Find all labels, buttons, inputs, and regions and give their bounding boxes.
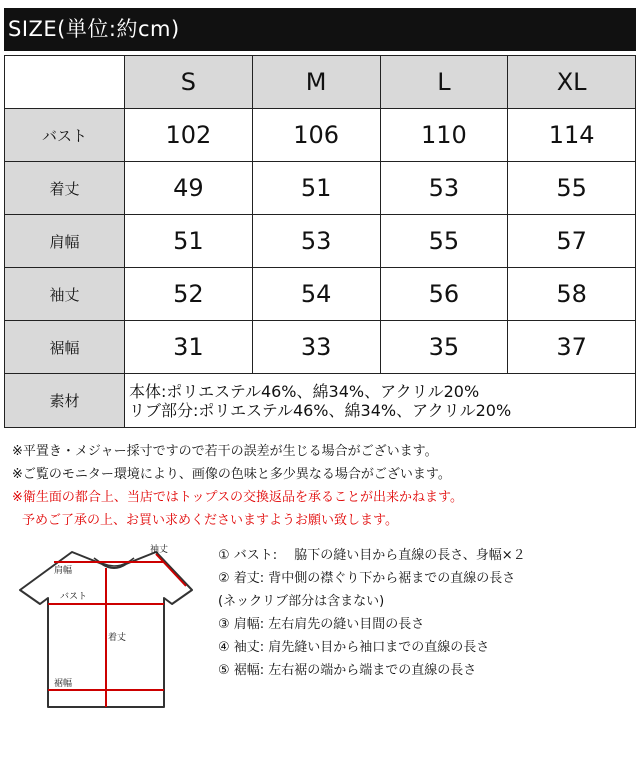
table-cell: 33 xyxy=(252,321,380,374)
row-label: 裾幅 xyxy=(5,321,125,374)
material-line: リブ部分:ポリエステル46%、綿34%、アクリル20% xyxy=(129,400,512,420)
length-label: 着丈 xyxy=(108,633,127,643)
hem-label: 裾幅 xyxy=(54,679,73,689)
row-label: 着丈 xyxy=(5,162,125,215)
notes xyxy=(12,440,632,532)
table-row-sleeve xyxy=(5,268,636,321)
material-line: 本体:ポリエステル46%、綿34%、アクリル20% xyxy=(129,381,480,401)
size-col-header: S xyxy=(125,56,253,109)
legend-item-bust: ① バスト: 脇下の縫い目から直線の長さ、身幅×２ xyxy=(218,548,526,563)
size-table xyxy=(4,55,636,428)
sleeve-label: 袖丈 xyxy=(150,545,169,555)
material-cell xyxy=(125,374,636,428)
table-cell: 110 xyxy=(380,109,508,162)
table-row-material xyxy=(5,374,636,428)
table-cell: 55 xyxy=(508,162,636,215)
table-cell: 31 xyxy=(125,321,253,374)
table-cell: 51 xyxy=(252,162,380,215)
table-cell: 49 xyxy=(125,162,253,215)
table-cell: 55 xyxy=(380,215,508,268)
size-header: SIZE(単位:約cm) xyxy=(4,8,636,51)
row-label: 素材 xyxy=(5,374,125,428)
row-label: 肩幅 xyxy=(5,215,125,268)
legend-item-length: ② 着丈: 背中側の襟ぐり下から裾までの直線の長さ xyxy=(218,571,516,586)
table-cell: 56 xyxy=(380,268,508,321)
legend-item-sleeve: ④ 袖丈: 肩先縫い目から袖口までの直線の長さ xyxy=(218,640,490,655)
row-label: 袖丈 xyxy=(5,268,125,321)
measurement-legend xyxy=(218,544,633,682)
bust-label: バスト xyxy=(60,592,88,602)
table-row-hem xyxy=(5,321,636,374)
legend-item-shoulder: ③ 肩幅: 左右肩先の縫い目間の長さ xyxy=(218,617,425,632)
table-cell: 51 xyxy=(125,215,253,268)
table-cell: 106 xyxy=(252,109,380,162)
table-row-bust xyxy=(5,109,636,162)
size-col-header: L xyxy=(380,56,508,109)
legend-item-hem: ⑤ 裾幅: 左右裾の端から端までの直線の長さ xyxy=(218,663,477,678)
legend-item-length-note: (ネックリブ部分は含まない) xyxy=(218,594,385,609)
note-monitor: ※ご覧のモニター環境により、画像の色味と多少異なる場合がございます。 xyxy=(12,467,451,482)
row-label: バスト xyxy=(5,109,125,162)
tshirt-diagram xyxy=(14,542,204,722)
table-row-length xyxy=(5,162,636,215)
table-row-shoulder xyxy=(5,215,636,268)
table-cell: 57 xyxy=(508,215,636,268)
table-cell: 53 xyxy=(252,215,380,268)
size-header-row xyxy=(5,56,636,109)
note-no-returns: ※衛生面の都合上、当店ではトップスの交換返品を承ることが出来かねます。 xyxy=(12,490,463,505)
table-cell: 53 xyxy=(380,162,508,215)
note-acknowledge: 予めご了承の上、お買い求めくださいますようお願い致します。 xyxy=(22,513,398,528)
sleeve-measure-line xyxy=(156,554,186,586)
table-cell: 35 xyxy=(380,321,508,374)
shoulder-label: 肩幅 xyxy=(54,566,73,576)
size-col-header: XL xyxy=(508,56,636,109)
table-cell: 54 xyxy=(252,268,380,321)
table-cell: 58 xyxy=(508,268,636,321)
table-corner-cell xyxy=(5,56,125,109)
size-col-header: M xyxy=(252,56,380,109)
table-cell: 52 xyxy=(125,268,253,321)
note-measurement: ※平置き・メジャー採寸ですので若干の誤差が生じる場合がございます。 xyxy=(12,444,438,459)
table-cell: 102 xyxy=(125,109,253,162)
table-cell: 37 xyxy=(508,321,636,374)
table-cell: 114 xyxy=(508,109,636,162)
